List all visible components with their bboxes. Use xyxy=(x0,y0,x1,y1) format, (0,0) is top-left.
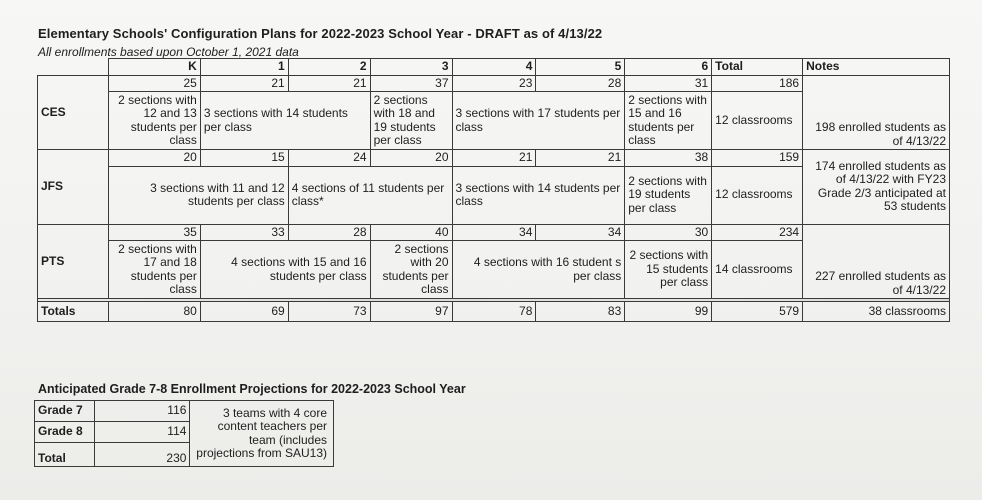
ces-k: 25 xyxy=(108,75,200,92)
totals-total: 579 xyxy=(712,302,803,322)
jfs-total: 159 xyxy=(712,150,803,167)
ces-sections-g12: 3 sections with 14 students per class xyxy=(200,92,370,150)
projections-title: Anticipated Grade 7-8 Enrollment Projections for 2022-2023 School Year xyxy=(38,382,466,396)
jfs-1: 15 xyxy=(200,150,288,167)
col-header-notes: Notes xyxy=(803,59,950,76)
ces-3: 37 xyxy=(370,75,452,92)
col-header-5: 5 xyxy=(536,59,625,76)
pts-notes: 227 enrolled students as of 4/13/22 xyxy=(803,224,950,299)
jfs-5: 21 xyxy=(536,150,625,167)
ces-sections-g6: 2 sections with 15 and 16 students per class xyxy=(625,92,712,150)
totals-4: 78 xyxy=(452,302,536,322)
ces-notes: 198 enrolled students as of 4/13/22 xyxy=(803,75,950,150)
school-label-jfs: JFS xyxy=(38,150,109,225)
pts-3: 40 xyxy=(370,224,452,241)
projection-value: 114 xyxy=(94,422,190,443)
jfs-6: 38 xyxy=(625,150,712,167)
header-row xyxy=(38,59,950,76)
ces-sections-k: 2 sections with 12 and 13 students per class xyxy=(108,92,200,150)
col-header-2: 2 xyxy=(288,59,370,76)
jfs-k: 20 xyxy=(108,150,200,167)
jfs-2: 24 xyxy=(288,150,370,167)
ces-4: 23 xyxy=(452,75,536,92)
pts-sections-g6: 2 sections with 15 students per class xyxy=(625,241,712,299)
jfs-sections-g23: 4 sections of 11 students per class* xyxy=(288,166,452,224)
pts-1: 33 xyxy=(200,224,288,241)
pts-sections-g45: 4 sections with 16 student s per class xyxy=(452,241,625,299)
projection-label: Total xyxy=(35,443,95,467)
jfs-3: 20 xyxy=(370,150,452,167)
totals-row xyxy=(38,302,950,322)
ces-6: 31 xyxy=(625,75,712,92)
page-title: Elementary Schools' Configuration Plans for 2022-2023 School Year - DRAFT as of 4/13/22 xyxy=(38,26,603,41)
corner-cell xyxy=(38,59,109,76)
jfs-sections-k1: 3 sections with 11 and 12 students per class xyxy=(108,166,288,224)
ces-2: 21 xyxy=(288,75,370,92)
pts-4: 34 xyxy=(452,224,536,241)
configuration-table xyxy=(37,58,950,322)
totals-label: Totals xyxy=(38,302,109,322)
projections-table xyxy=(34,400,334,467)
col-header-4: 4 xyxy=(452,59,536,76)
pts-k: 35 xyxy=(108,224,200,241)
projection-row xyxy=(35,401,334,422)
totals-1: 69 xyxy=(200,302,288,322)
projection-value: 230 xyxy=(94,443,190,467)
ces-enrollment-row xyxy=(38,75,950,92)
pts-5: 34 xyxy=(536,224,625,241)
totals-3: 97 xyxy=(370,302,452,322)
jfs-enrollment-row xyxy=(38,150,950,167)
totals-6: 99 xyxy=(625,302,712,322)
totals-5: 83 xyxy=(536,302,625,322)
totals-k: 80 xyxy=(108,302,200,322)
pts-classrooms: 14 classrooms xyxy=(712,241,803,299)
page-subtitle: All enrollments based upon October 1, 2021 data xyxy=(38,45,299,59)
ces-classrooms: 12 classrooms xyxy=(712,92,803,150)
ces-sections-g45: 3 sections with 17 students per class xyxy=(452,92,625,150)
jfs-classrooms: 12 classrooms xyxy=(712,166,803,224)
jfs-notes: 174 enrolled students as of 4/13/22 with FY23 Grade 2/3 anticipated at 53 students xyxy=(803,150,950,225)
pts-enrollment-row xyxy=(38,224,950,241)
projection-label: Grade 7 xyxy=(35,401,95,422)
jfs-sections-g45: 3 sections with 14 students per class xyxy=(452,166,625,224)
pts-sections-g3: 2 sections with 20 students per class xyxy=(370,241,452,299)
projection-value: 116 xyxy=(94,401,190,422)
col-header-total: Total xyxy=(712,59,803,76)
school-label-ces: CES xyxy=(38,75,109,150)
pts-sections-g12: 4 sections with 15 and 16 students per class xyxy=(200,241,370,299)
pts-2: 28 xyxy=(288,224,370,241)
ces-total: 186 xyxy=(712,75,803,92)
projection-label: Grade 8 xyxy=(35,422,95,443)
jfs-sections-g6: 2 sections with 19 students per class xyxy=(625,166,712,224)
ces-5: 28 xyxy=(536,75,625,92)
col-header-6: 6 xyxy=(625,59,712,76)
projections-note: 3 teams with 4 core content teachers per team (includes projections from SAU13) xyxy=(190,401,334,467)
ces-1: 21 xyxy=(200,75,288,92)
col-header-k: K xyxy=(108,59,200,76)
pts-total: 234 xyxy=(712,224,803,241)
school-label-pts: PTS xyxy=(38,224,109,299)
pts-sections-k: 2 sections with 17 and 18 students per class xyxy=(108,241,200,299)
jfs-4: 21 xyxy=(452,150,536,167)
col-header-1: 1 xyxy=(200,59,288,76)
totals-notes: 38 classrooms xyxy=(803,302,950,322)
totals-2: 73 xyxy=(288,302,370,322)
col-header-3: 3 xyxy=(370,59,452,76)
ces-sections-g3: 2 sections with 18 and 19 students per class xyxy=(370,92,452,150)
pts-6: 30 xyxy=(625,224,712,241)
